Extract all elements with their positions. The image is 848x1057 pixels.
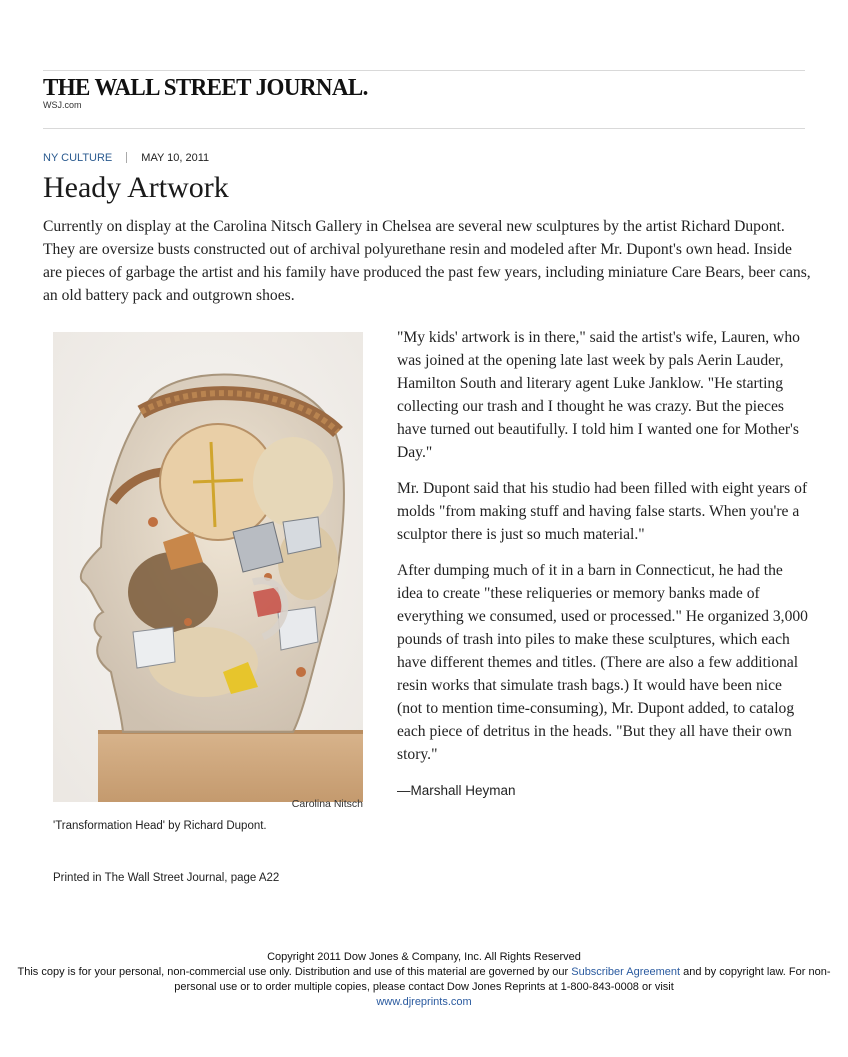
section-link[interactable]: NY CULTURE (43, 152, 113, 164)
article-photo (53, 332, 363, 812)
article-meta (43, 152, 209, 164)
body-paragraph: After dumping much of it in a barn in Connecticut, he had the idea to create "these reliqueries or memory banks made of everything we consumed, used or processed." He organized 3,000 pounds of trash into piles to make these sculptures, which each have different themes and titles. (There are also a few additional resin works that simulate trash bags.) It would have been nice (not to mention time-consuming), Mr. Dupont added, to catalog each piece of detritus in the heads. "But they all have their own story." (397, 562, 808, 763)
headline: Heady Artwork (43, 171, 229, 204)
usage-text-post: and by copyright law. For non-personal use or to order multiple copies, please contact Dow Jones Reprints at 1-800-843-0008 or visit (174, 966, 831, 993)
photo-credit: Carolina Nitsch (291, 798, 363, 810)
body-paragraph: Mr. Dupont said that his studio had been filled with eight years of molds "from making stuff and having false starts. When you're a sculptor there is just so much material." (397, 480, 808, 543)
masthead-logo: THE WALL STREET JOURNAL. (43, 73, 368, 101)
sculpture-image (53, 332, 363, 802)
lede-paragraph: Currently on display at the Carolina Nitsch Gallery in Chelsea are several new sculptures by the artist Richard Dupont. They are oversize busts constructed out of archival polyurethane resin and modeled after Mr. Dupont's own head. Inside are pieces of garbage the artist and his family have produced the past few years, including miniature Care Bears, beer cans, an old battery pack and outgrown shoes. (43, 218, 811, 304)
article-body (397, 326, 809, 802)
footer (0, 950, 848, 1010)
copyright-line: Copyright 2011 Dow Jones & Company, Inc. All Rights Reserved (267, 951, 581, 963)
body-paragraph: "My kids' artwork is in there," said the artist's wife, Lauren, who was joined at the opening late last week by pals Aerin Lauder, Hamilton South and literary agent Luke Janklow. "He starting collecting our trash and I thought he was crazy. But the pieces have turned out beautifully. I told him I wanted one for Mother's Day." (397, 329, 800, 461)
article-date: MAY 10, 2011 (141, 152, 210, 164)
byline: —Marshall Heyman (397, 783, 516, 798)
photo-caption: 'Transformation Head' by Richard Dupont. (53, 820, 267, 832)
masthead-subtitle: WSJ.com (43, 100, 82, 110)
meta-separator (126, 152, 127, 163)
djreprints-link[interactable]: www.djreprints.com (376, 996, 472, 1008)
usage-text-pre: This copy is for your personal, non-commercial use only. Distribution and use of this material are governed by our (17, 966, 569, 978)
top-divider (43, 70, 805, 71)
usage-notice (0, 965, 848, 995)
printed-in-note: Printed in The Wall Street Journal, page A22 (53, 872, 280, 884)
subscriber-agreement-link[interactable]: Subscriber Agreement (571, 966, 681, 978)
masthead (43, 75, 368, 110)
masthead-divider (43, 128, 805, 129)
